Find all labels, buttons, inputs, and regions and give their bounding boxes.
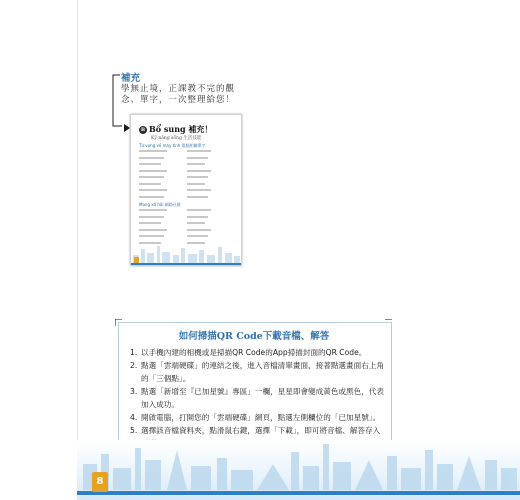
step-number: 5.	[130, 426, 138, 435]
thumbnail-section2: Mạng xã hội 網路社群	[139, 202, 181, 207]
thumbnail-text-line	[187, 176, 208, 178]
thumbnail-text-line	[139, 189, 167, 191]
qr-step	[130, 385, 385, 411]
thumbnail-page-number	[134, 257, 139, 263]
thumbnail-text-line	[139, 157, 164, 159]
thumbnail-text-line	[187, 170, 211, 172]
thumbnail-text-line	[139, 209, 167, 211]
thumbnail-text-line	[139, 163, 161, 165]
thumbnail-text-line	[187, 216, 208, 218]
thumbnail-text-line	[187, 222, 205, 224]
thumbnail-text-line	[139, 216, 164, 218]
thumbnail-text-line	[187, 150, 211, 152]
thumbnail-skyline	[131, 243, 241, 265]
supplement-text-line1: 學無止境，正課教不完的觀	[121, 84, 236, 94]
step-number: 4.	[130, 413, 138, 422]
thumbnail-text-line	[139, 150, 167, 152]
step-text: 選擇該音檔資料夾，點滑鼠右鍵，選擇「下載」，即可將音檔、解答存入	[141, 426, 381, 435]
supplement-text-line2: 念、單字，一次整理給您！	[121, 95, 236, 105]
qr-step	[130, 359, 385, 385]
thumbnail-text-line	[187, 183, 205, 185]
thumbnail-text-line	[187, 163, 205, 165]
thumbnail-text-line	[139, 176, 164, 178]
step-text: 點選「新增至『已加星號』專區」一欄，星星即會變成黃色或黑色，代表	[141, 387, 384, 396]
step-text: 點選「雲端硬碟」的連結之後，進入音檔清單畫面，接著點選畫面右上角	[141, 361, 384, 370]
thumbnail-text-line	[187, 209, 211, 211]
step-text: 開啟電腦，打開您的「雲端硬碟」網頁，點選左側欄位的「已加星號」。	[141, 413, 381, 422]
thumbnail-bottom-line	[131, 263, 241, 265]
step-text-cont: 的「三個點」。	[141, 374, 191, 383]
page-bottom-rule	[77, 491, 520, 495]
city-skyline-illustration	[77, 430, 520, 490]
thumbnail-header	[139, 124, 212, 135]
qr-step	[130, 346, 385, 359]
qr-section-title: 如何掃描QR Code下載音檔、解答	[178, 331, 330, 342]
thumbnail-text-line	[187, 229, 211, 231]
thumbnail-text-line	[187, 235, 208, 237]
thumbnail-text-line	[187, 196, 208, 198]
step-number: 3.	[130, 387, 138, 396]
corner-ornament-icon	[385, 319, 392, 326]
thumbnail-badge: B	[140, 127, 146, 133]
qr-step	[130, 411, 385, 424]
step-number: 2.	[130, 361, 138, 370]
supplement-page-thumbnail	[130, 114, 242, 266]
thumbnail-text-line	[139, 196, 164, 198]
thumbnail-text-line	[187, 189, 211, 191]
page-margin-rule	[77, 0, 78, 470]
thumbnail-text-line	[187, 157, 208, 159]
thumbnail-text-line	[139, 170, 167, 172]
thumbnail-text-line	[139, 235, 164, 237]
thumbnail-text-line	[139, 222, 161, 224]
thumbnail-text-line	[139, 229, 167, 231]
step-number: 1.	[130, 348, 138, 357]
thumbnail-section1: Từ vựng về máy tính 電腦相關單字	[139, 143, 206, 148]
thumbnail-title: Bổ sung 補充！	[149, 124, 213, 134]
page-number: 8	[92, 472, 108, 492]
step-text-cont: 加入成功。	[141, 400, 179, 409]
thumbnail-text-line	[139, 183, 161, 185]
thumbnail-subtitle: Kỹ năng sống 生活技能	[151, 136, 202, 141]
step-text: 以手機內建的相機或是掃描QR Code的App掃描封面的QR Code。	[141, 348, 367, 357]
corner-ornament-icon	[115, 319, 122, 326]
supplement-label: 補充	[121, 73, 141, 84]
